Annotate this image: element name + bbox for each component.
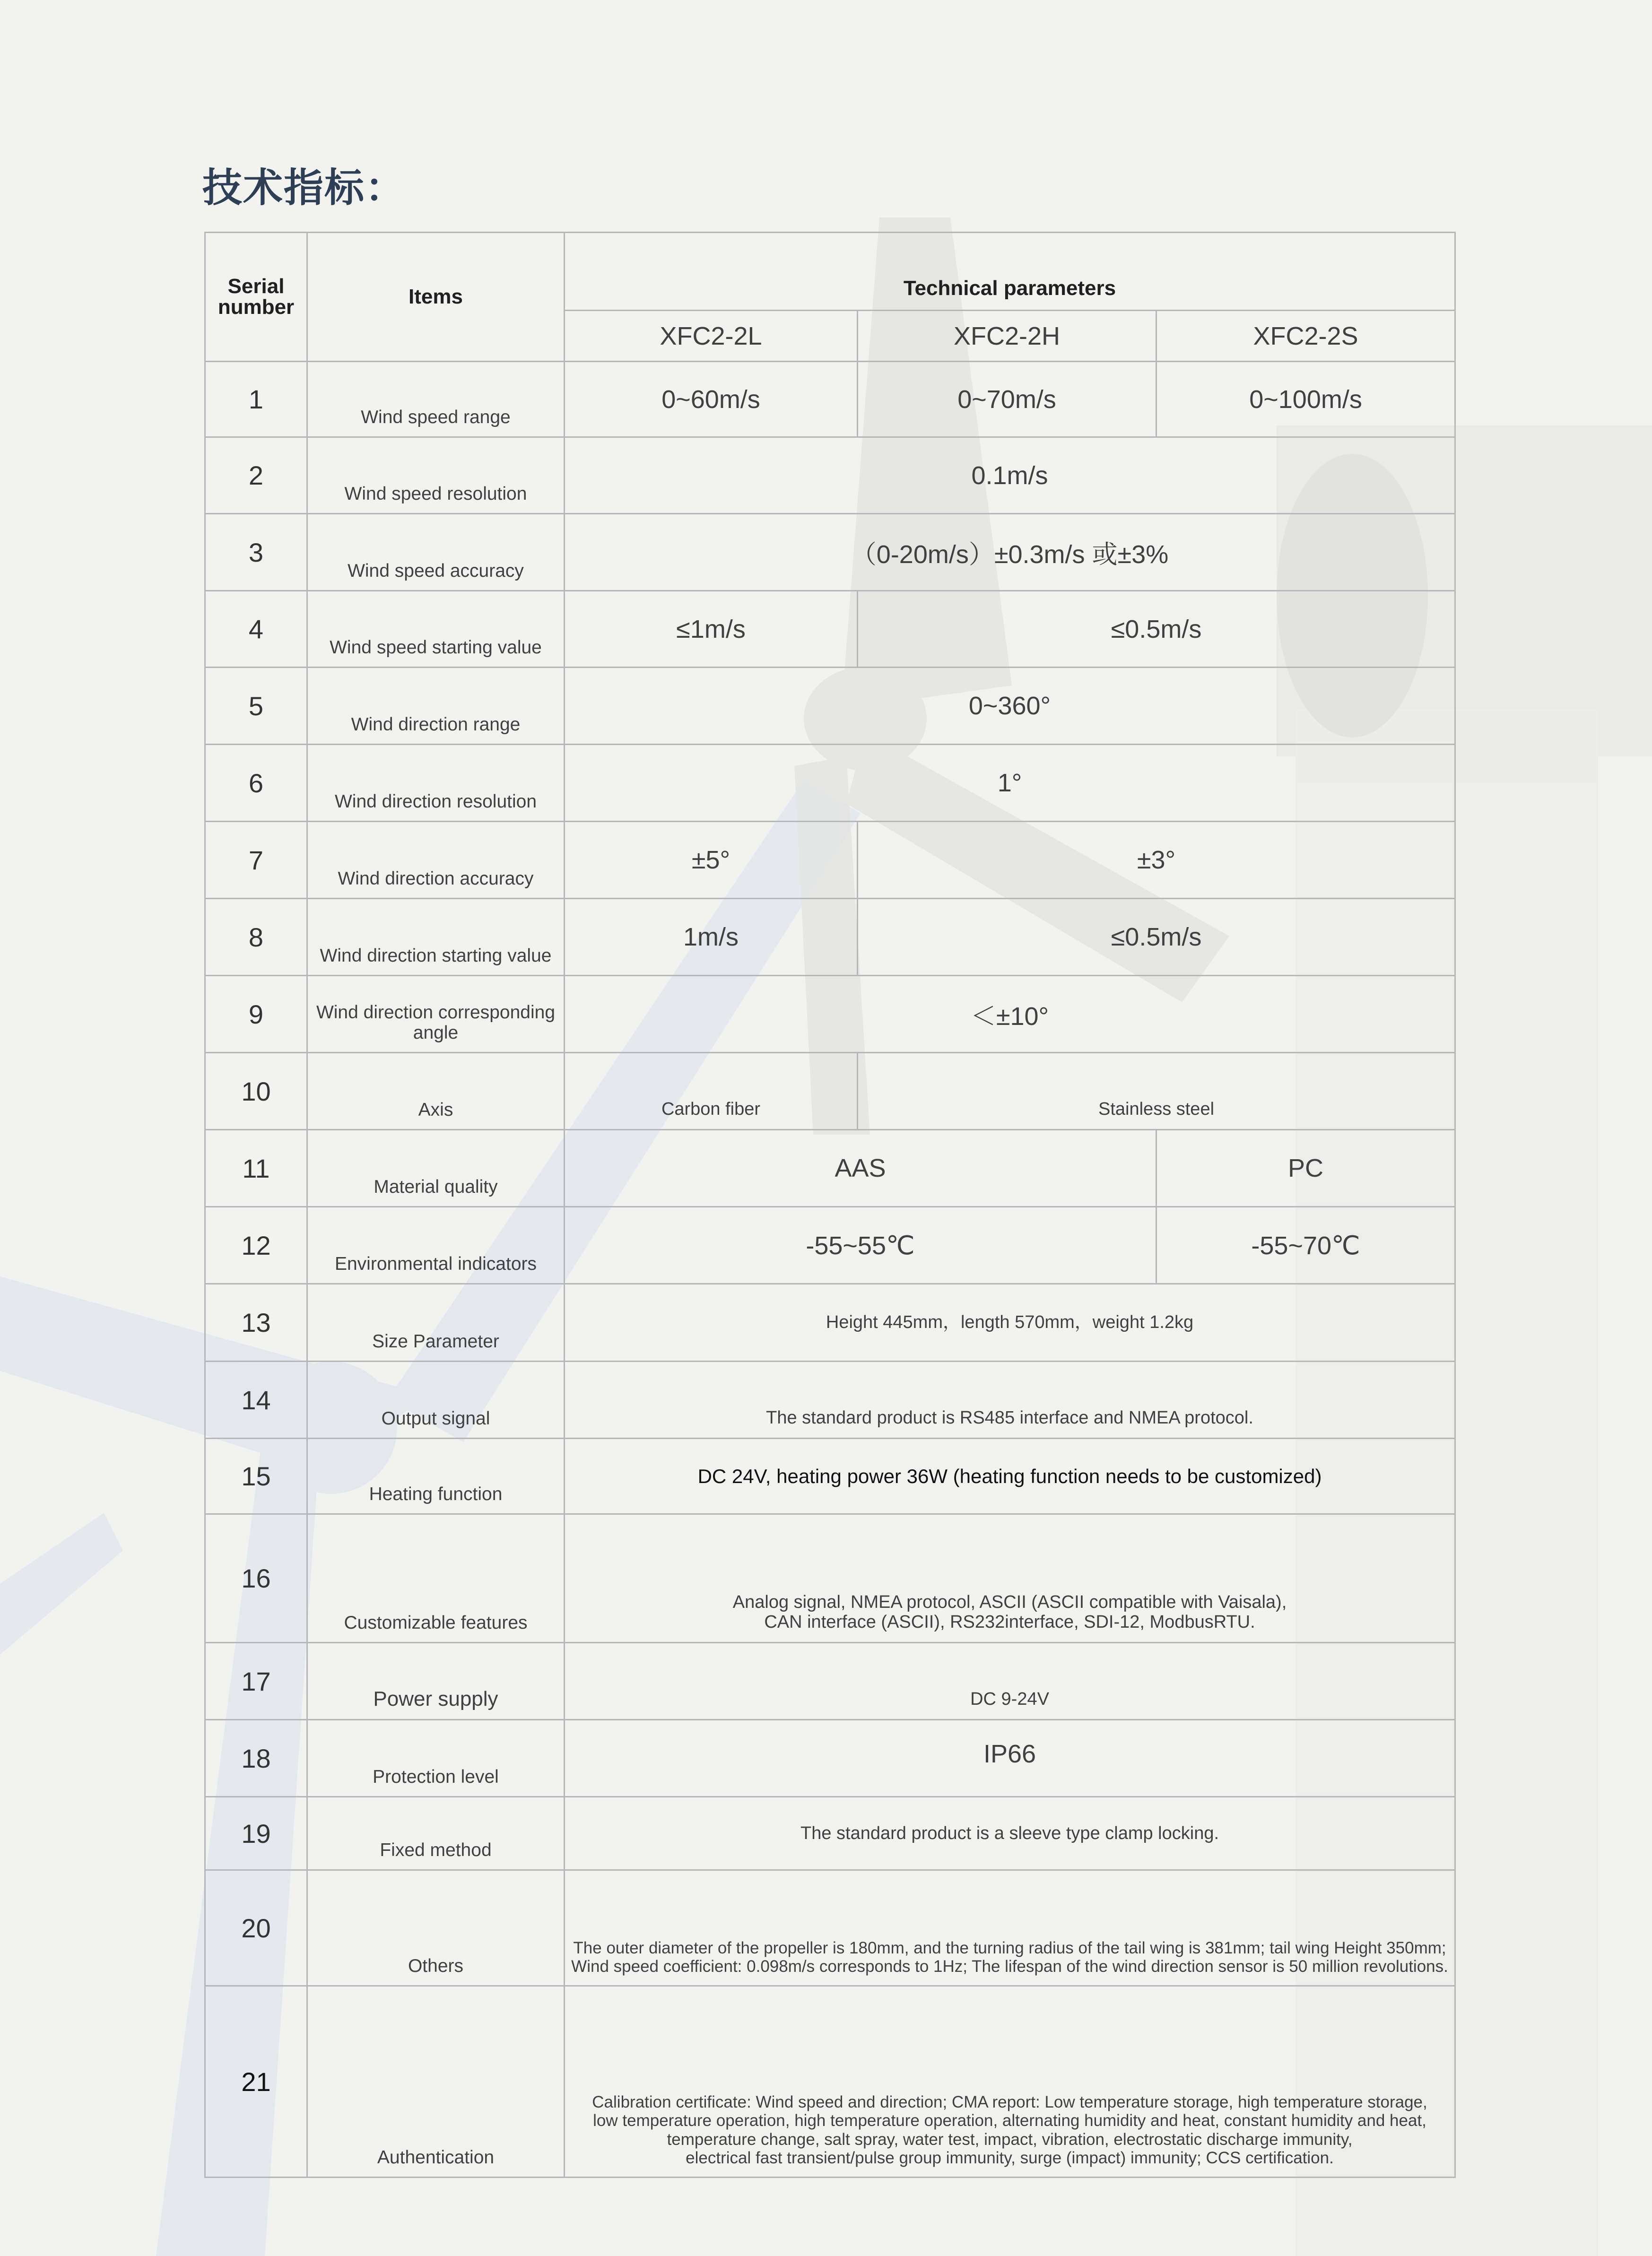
value-line: Analog signal, NMEA protocol, ASCII (ASCII compatible with Vaisala), <box>732 1592 1287 1612</box>
item-label: Wind direction range <box>307 668 565 745</box>
table-row <box>205 591 1455 668</box>
table-row <box>205 1362 1455 1439</box>
table-row <box>205 362 1455 437</box>
value-line: low temperature operation, high temperature operation, alternating humidity and heat, constant humidity and heat, <box>593 2111 1426 2130</box>
serial-number: 9 <box>205 976 307 1053</box>
item-label: Wind direction starting value <box>307 899 565 976</box>
table-row <box>205 976 1455 1053</box>
table-row <box>205 899 1455 976</box>
value-cell: （0-20m/s）±0.3m/s 或±3% <box>565 514 1455 591</box>
value-cell <box>565 1986 1455 2178</box>
item-label: Wind speed starting value <box>307 591 565 668</box>
item-label: Material quality <box>307 1130 565 1207</box>
value-cell: The standard product is RS485 interface and NMEA protocol. <box>565 1362 1455 1439</box>
item-label: Customizable features <box>307 1514 565 1643</box>
serial-number: 21 <box>205 1986 307 2178</box>
item-label: Authentication <box>307 1986 565 2178</box>
model-xfc2-2s: XFC2-2S <box>1156 311 1455 362</box>
table-row <box>205 1986 1455 2178</box>
serial-number: 15 <box>205 1439 307 1514</box>
value-line: temperature change, salt spray, water test, impact, vibration, electrostatic discharge immunity, <box>667 2130 1353 2149</box>
value-line: Wind speed coefficient: 0.098m/s corresponds to 1Hz; The lifespan of the wind direction sensor is 50 million revolutions. <box>571 1957 1448 1976</box>
item-label: Wind speed accuracy <box>307 514 565 591</box>
serial-number: 10 <box>205 1053 307 1130</box>
value-cell: The standard product is a sleeve type clamp locking. <box>565 1797 1455 1870</box>
value-cell: PC <box>1156 1130 1455 1207</box>
serial-number: 3 <box>205 514 307 591</box>
item-label: Fixed method <box>307 1797 565 1870</box>
serial-number: 13 <box>205 1284 307 1362</box>
value-cell: IP66 <box>565 1720 1455 1797</box>
value-cell: Stainless steel <box>858 1053 1455 1130</box>
serial-number: 6 <box>205 745 307 822</box>
value-cell: 0~100m/s <box>1156 362 1455 437</box>
item-label: Wind direction resolution <box>307 745 565 822</box>
item-label: Output signal <box>307 1362 565 1439</box>
model-xfc2-2l: XFC2-2L <box>565 311 858 362</box>
table-row <box>205 437 1455 514</box>
table-row <box>205 1053 1455 1130</box>
value-cell: ±5° <box>565 822 858 899</box>
value-cell: 1m/s <box>565 899 858 976</box>
value-cell: Height 445mm，length 570mm，weight 1.2kg <box>565 1284 1455 1362</box>
value-cell: AAS <box>565 1130 1156 1207</box>
item-label: Protection level <box>307 1720 565 1797</box>
item-label: Environmental indicators <box>307 1207 565 1284</box>
header-row-1 <box>205 233 1455 311</box>
item-label: Heating function <box>307 1439 565 1514</box>
table-row <box>205 514 1455 591</box>
serial-number: 16 <box>205 1514 307 1643</box>
serial-number: 1 <box>205 362 307 437</box>
serial-number: 14 <box>205 1362 307 1439</box>
table-row <box>205 1514 1455 1643</box>
serial-number: 4 <box>205 591 307 668</box>
model-xfc2-2h: XFC2-2H <box>858 311 1156 362</box>
value-cell: ＜±10° <box>565 976 1455 1053</box>
value-line: Calibration certificate: Wind speed and direction; CMA report: Low temperature storage, high temperature storage, <box>592 2093 1427 2112</box>
serial-number: 20 <box>205 1870 307 1986</box>
header-items: Items <box>307 233 565 362</box>
serial-number: 5 <box>205 668 307 745</box>
value-cell: 0~360° <box>565 668 1455 745</box>
serial-number: 12 <box>205 1207 307 1284</box>
table-row <box>205 1797 1455 1870</box>
value-cell: 0~70m/s <box>858 362 1156 437</box>
serial-number: 2 <box>205 437 307 514</box>
table-row <box>205 1207 1455 1284</box>
table-row <box>205 1643 1455 1720</box>
value-line: CAN interface (ASCII), RS232interface, SDI-12, ModbusRTU. <box>764 1612 1255 1632</box>
serial-number: 18 <box>205 1720 307 1797</box>
value-cell <box>565 1870 1455 1986</box>
item-label: Axis <box>307 1053 565 1130</box>
value-cell: 0~60m/s <box>565 362 858 437</box>
page-title: 技术指标： <box>202 165 406 211</box>
serial-number: 17 <box>205 1643 307 1720</box>
value-cell: ≤0.5m/s <box>858 899 1455 976</box>
table-row <box>205 1284 1455 1362</box>
header-technical-parameters: Technical parameters <box>565 233 1455 311</box>
table-row <box>205 822 1455 899</box>
value-line: The outer diameter of the propeller is 180mm, and the turning radius of the tail wing is 381mm; tail wing Height 350mm; <box>573 1938 1446 1957</box>
table-row <box>205 1439 1455 1514</box>
value-cell: Carbon fiber <box>565 1053 858 1130</box>
value-cell: 0.1m/s <box>565 437 1455 514</box>
table-row <box>205 1870 1455 1986</box>
value-cell: ±3° <box>858 822 1455 899</box>
spec-table <box>204 232 1456 2178</box>
value-cell: DC 24V, heating power 36W (heating function needs to be customized) <box>565 1439 1455 1514</box>
value-cell: ≤0.5m/s <box>858 591 1455 668</box>
value-cell: ≤1m/s <box>565 591 858 668</box>
item-label: Power supply <box>307 1643 565 1720</box>
item-label: Wind speed resolution <box>307 437 565 514</box>
item-label: Wind direction accuracy <box>307 822 565 899</box>
serial-number: 7 <box>205 822 307 899</box>
item-label: Others <box>307 1870 565 1986</box>
table-row <box>205 1130 1455 1207</box>
value-cell: -55~55℃ <box>565 1207 1156 1284</box>
header-serial-number: Serial number <box>205 233 307 362</box>
value-cell: -55~70℃ <box>1156 1207 1455 1284</box>
item-label: Wind direction corresponding angle <box>307 976 565 1053</box>
value-cell <box>565 1514 1455 1643</box>
value-line: electrical fast transient/pulse group immunity, surge (impact) immunity; CCS certification. <box>686 2148 1334 2167</box>
item-label: Size Parameter <box>307 1284 565 1362</box>
table-row <box>205 1720 1455 1797</box>
table-row <box>205 745 1455 822</box>
serial-number: 11 <box>205 1130 307 1207</box>
table-row <box>205 668 1455 745</box>
serial-number: 19 <box>205 1797 307 1870</box>
item-label: Wind speed range <box>307 362 565 437</box>
value-cell: 1° <box>565 745 1455 822</box>
value-cell: DC 9-24V <box>565 1643 1455 1720</box>
serial-number: 8 <box>205 899 307 976</box>
